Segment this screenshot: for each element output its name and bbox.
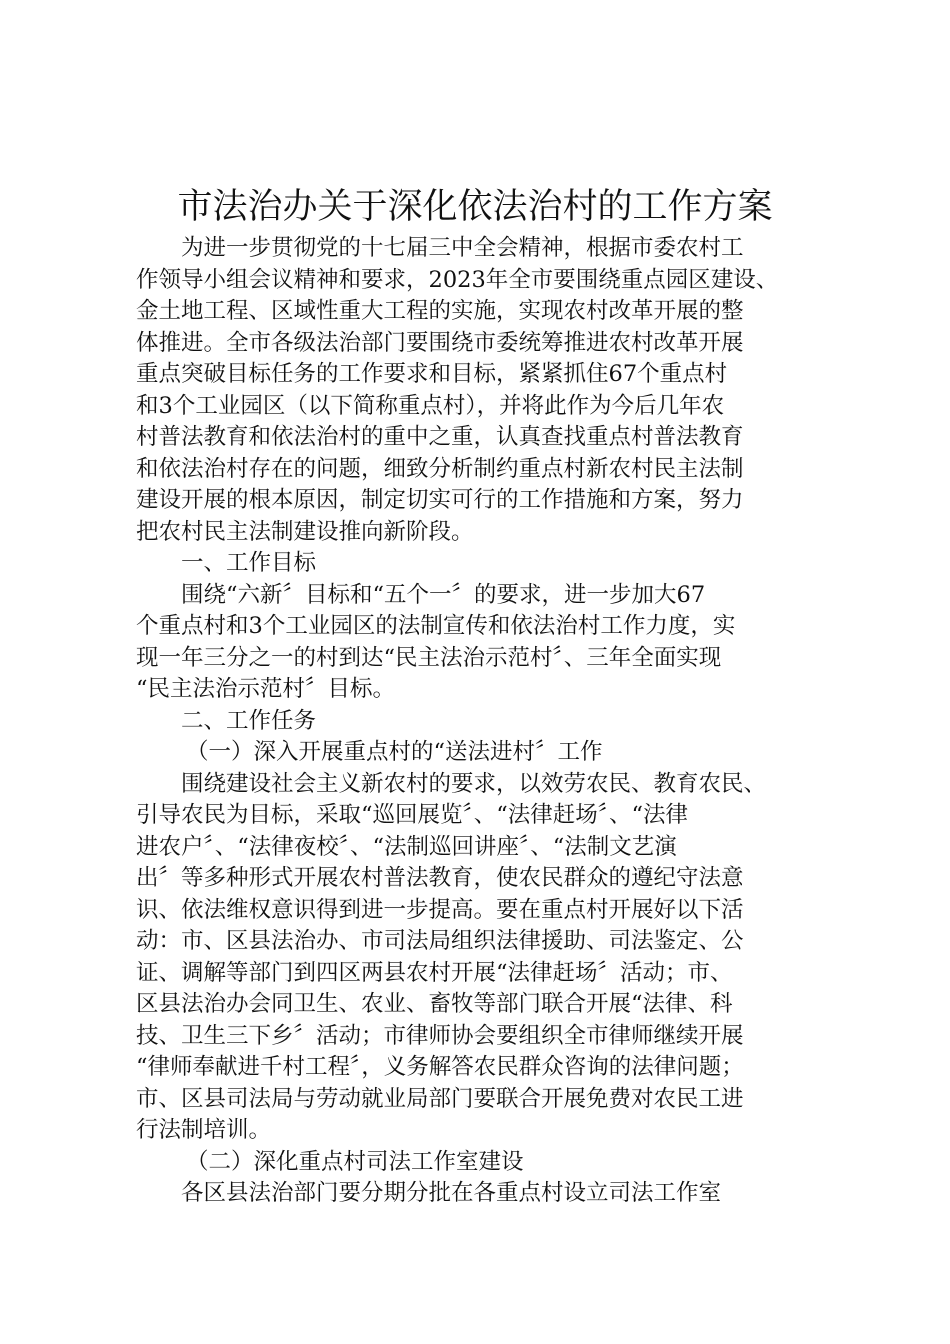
paragraph-line: 村普法教育和依法治村的重中之重，认真查找重点村普法教育 [136,424,744,450]
paragraph-line: 各区县法治部门要分期分批在各重点村设立司法工作室 [181,1180,722,1206]
paragraph-line: 出〞等多种形式开展农村普法教育，使农民群众的遵纪守法意 [136,865,744,891]
paragraph-line: 进农户〞、“法律夜校〞、“法制巡回讲座〞、“法制文艺演 [136,833,677,860]
subsection-heading: （二）深化重点村司法工作室建设 [186,1148,524,1175]
paragraph-line: 重点突破目标任务的工作要求和目标，紧紧抓住67个重点村 [136,361,728,387]
paragraph-line: 市、区县司法局与劳动就业局部门要联合开展免费对农民工进 [136,1085,744,1112]
paragraph-line: 引导农民为目标，采取“巡回展览〞、“法律赶场〞、“法律 [136,802,689,828]
paragraph-line: 建设开展的根本原因，制定切实可行的工作措施和方案，努力 [136,487,744,513]
document-body [136,233,826,1210]
paragraph-line: 证、调解等部门到四区两县农村开展“法律赶场〞活动；市、 [136,959,733,986]
paragraph-line: 金土地工程、区域性重大工程的实施，实现农村改革开展的整 [136,298,744,324]
paragraph-line: “民主法治示范村〞目标。 [136,676,396,702]
paragraph-line: 体推进。全市各级法治部门要围绕市委统筹推进农村改革开展 [136,329,744,356]
paragraph-line: 围绕建设社会主义新农村的要求，以效劳农民、教育农民、 [181,770,767,797]
paragraph-line: 技、卫生三下乡〞活动；市律师协会要组织全市律师继续开展 [136,1022,744,1049]
paragraph-line: 识、依法维权意识得到进一步提高。要在重点村开展好以下活 [136,896,744,923]
paragraph-line: 现一年三分之一的村到达“民主法治示范村〞、三年全面实现 [136,644,722,671]
paragraph-line: 个重点村和3个工业园区的法制宣传和依法治村工作力度，实 [136,613,736,639]
paragraph-line: 和依法治村存在的问题，细致分析制约重点村新农村民主法制 [136,455,744,482]
document-title: 市法治办关于深化依法治村的工作方案 [177,187,773,227]
paragraph-line: “律师奉献进千村工程〞，义务解答农民群众咨询的法律问题； [136,1054,744,1080]
paragraph-line: 围绕“六新〞目标和“五个一〞的要求，进一步加大67 [181,581,706,608]
section-heading: 一、工作目标 [181,550,317,576]
paragraph-line: 作领导小组会议精神和要求，2023年全市要围绕重点园区建设、 [136,266,779,293]
paragraph-line: 为进一步贯彻党的十七届三中全会精神，根据市委农村工 [181,235,744,261]
section-heading: 二、工作任务 [181,707,317,734]
paragraph-line: 和3个工业园区（以下简称重点村），并将此作为今后几年农 [136,392,725,419]
paragraph-line: 行法制培训。 [136,1117,272,1143]
paragraph-line: 区县法治办会同卫生、农业、畜牧等部门联合开展“法律、科 [136,991,733,1017]
subsection-heading: （一）深入开展重点村的“送法进村〞工作 [186,739,603,765]
paragraph-line: 把农村民主法制建设推向新阶段。 [136,518,474,545]
paragraph-line: 动：市、区县法治办、市司法局组织法律援助、司法鉴定、公 [136,928,744,954]
